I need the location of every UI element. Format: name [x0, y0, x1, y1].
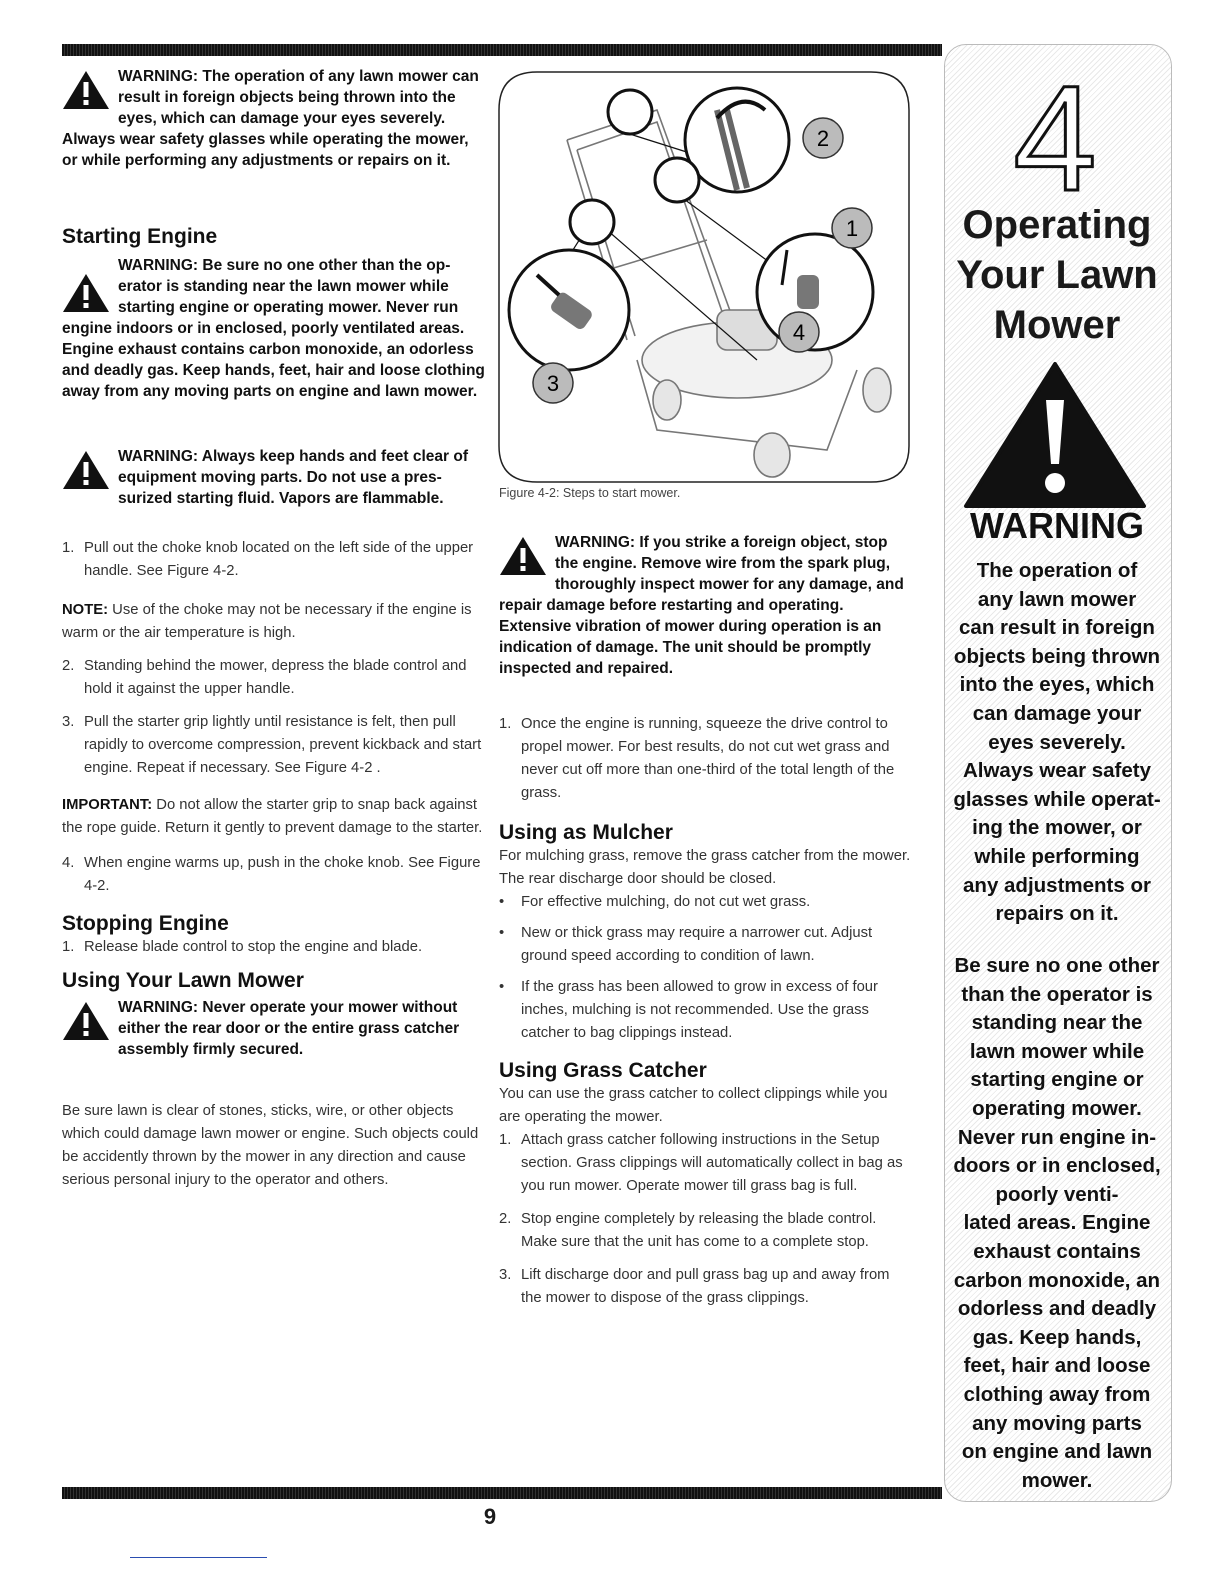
step-number: 1. [499, 1132, 512, 1148]
note-label: NOTE: [62, 602, 109, 618]
warning-rest: assembly firmly secured. [118, 1041, 304, 1058]
mulcher-intro: For mulching grass, remove the grass catcher from the mower. The rear discharge door should be closed. [499, 848, 911, 887]
important-text: Do not allow the starter grip to snap back against the rope guide. Return it gently to prevent damage to the starter. [62, 797, 483, 836]
sidebar-warning-line: glasses while operat- [953, 787, 1161, 811]
warning-rest: surized starting fluid. Vapors are flammable. [118, 490, 444, 507]
heading-using-as-mulcher: Using as Mulcher [499, 821, 673, 844]
warning-triangle-icon [62, 1001, 110, 1041]
step-number: 1. [62, 939, 75, 955]
sidebar-warning-line: clothing away from [963, 1382, 1151, 1406]
sidebar-warning-line: Never run engine in- [957, 1125, 1157, 1149]
sidebar-warning-line: exhaust contains [973, 1239, 1141, 1263]
chapter-title [944, 200, 1170, 350]
callout-4: 4 [792, 320, 806, 345]
bullet-icon: • [499, 925, 505, 941]
detail-circle-handle [608, 90, 652, 134]
warning-rest: into the eyes, which can damage your eyes severely. Always wear safety glasses while operating the mower, or while performing any adjustments or repairs on it. [62, 89, 469, 169]
sidebar-warning-line: any adjustments or [963, 873, 1151, 897]
sidebar-warning-line: operating mower. [972, 1096, 1142, 1120]
sidebar-warning-line: than the operator is [961, 982, 1153, 1006]
top-rule [62, 44, 942, 56]
mulcher-section [499, 845, 911, 1045]
bullet-icon: • [499, 894, 505, 910]
warning-triangle-icon [62, 273, 110, 313]
warning-triangle-icon [62, 450, 110, 490]
catcher-section [499, 1083, 911, 1310]
sidebar-warning-line: into the eyes, which [959, 673, 1155, 697]
step-item [62, 852, 486, 898]
callout-1: 1 [845, 216, 859, 241]
warning-rest: plug, thoroughly inspect mower for any damage, and repair damage before restarting and operating. Extensive vibration of mower during operation is an indication of damage. The unit should be promptly inspected and repaired. [499, 555, 904, 677]
callout-2: 2 [816, 126, 830, 151]
heading-using-grass-catcher: Using Grass Catcher [499, 1059, 707, 1082]
sidebar-warning-line: feet, hair and loose [963, 1354, 1151, 1378]
sidebar-warning-line: eyes severely. [988, 730, 1126, 754]
warning-block-starting [62, 255, 486, 402]
detail-circle-left [509, 250, 629, 370]
important-paragraph [62, 794, 486, 840]
sidebar-warning-line: doors or in enclosed, [953, 1154, 1161, 1178]
step-number: 2. [62, 658, 75, 674]
bullet-text: If the grass has been allowed to grow in excess of four inches, mulching is not recommended. Use the grass catcher to bag clippings instead. [521, 979, 878, 1041]
step-text: When engine warms up, push in the choke knob. See Figure 4-2. [84, 855, 481, 894]
sidebar-warning-line: carbon monoxide, an [953, 1268, 1161, 1292]
step-number: 3. [499, 1267, 512, 1283]
step-text: Release blade control to stop the engine and blade. [84, 939, 423, 955]
starting-steps [62, 537, 486, 898]
sidebar-warning-line: lawn mower while [969, 1039, 1145, 1063]
step-text: Lift discharge door and pull grass bag up and away from the mower to dispose of the grass clippings. [521, 1267, 890, 1306]
bullet-item [499, 976, 911, 1045]
sidebar-warning-line: repairs on it. [995, 902, 1119, 926]
bullet-text: New or thick grass may require a narrower cut. Adjust ground speed according to condition of lawn. [521, 925, 873, 964]
sidebar-warning-line: while performing [974, 844, 1140, 868]
step-text: Standing behind the mower, depress the blade control and hold it against the upper handle. [84, 658, 467, 697]
step-number: 3. [62, 714, 75, 730]
step-text: Once the engine is running, squeeze the drive control to propel mower. For best results, do not cut wet grass and never cut off more than one-third of the total length of the grass. [521, 716, 895, 801]
step-number: 4. [62, 855, 75, 871]
sidebar-warning-line: gas. Keep hands, [972, 1325, 1142, 1349]
step-number: 1. [499, 716, 512, 732]
heading-using-lawn-mower: Using Your Lawn Mower [62, 969, 304, 992]
sidebar-warning-line: odorless and deadly [957, 1297, 1157, 1321]
bullet-item [499, 922, 911, 968]
warning-rest: run engine indoors or in enclosed, poorly ventilated areas. Engine exhaust contains carbon monoxide, an odorless and deadly gas. Keep hands, feet, hair and loose clothing away from any moving parts on engine and lawn mower. [62, 299, 485, 400]
warning-block-moving-parts [62, 446, 486, 509]
heading-starting-engine: Starting Engine [62, 225, 218, 248]
chapter-title-line: Operating [962, 203, 1152, 247]
sidebar-warning-line: mower. [1021, 1468, 1093, 1492]
page-number: 9 [483, 1504, 497, 1529]
step-text: Attach grass catcher following instructions in the Setup section. Grass clippings will automatically collect in bag as you run mower. Operate mower till grass bag is full. [521, 1132, 903, 1194]
sidebar-warning-text-1 [950, 557, 1164, 929]
chapter-number-glyph: 4 [1013, 70, 1097, 210]
warning-lead: WARNING: The operation of any lawn mower can result in foreign objects being thrown [118, 68, 479, 106]
catcher-intro: You can use the grass catcher to collect clippings while you are operating the mower. [499, 1086, 888, 1125]
detail-circle-choke [655, 158, 699, 202]
stopping-steps [62, 936, 486, 959]
detail-circle-grip [570, 200, 614, 244]
step-item [62, 537, 486, 583]
sidebar-warning-line: any lawn mower [977, 587, 1137, 611]
exclamation-triangle-icon [962, 360, 1148, 510]
step-item [499, 1129, 911, 1198]
sidebar-warning-line: on engine and lawn [961, 1440, 1153, 1464]
warning-block-foreign-object-strike [499, 532, 911, 679]
step-text: Pull the starter grip lightly until resistance is felt, then pull rapidly to overcome compression, prevent kickback and start engine. Repeat if necessary. See Figure 4-2 . [84, 714, 482, 776]
warning-block-rear-door [62, 997, 486, 1060]
footer-underline [130, 1557, 267, 1558]
step-number: 1. [62, 540, 75, 556]
warning-lead: WARNING: Be sure no one other than the op- erator is standing near the lawn mower while starting engine or operating mower. Never [118, 257, 451, 316]
note-paragraph [62, 599, 486, 645]
sidebar-warning-line: poorly venti- [995, 1182, 1119, 1206]
sidebar-warning-line: lated areas. Engine [963, 1211, 1151, 1235]
note-text: Use of the choke may not be necessary if the engine is warm or the air temperature is high. [62, 602, 472, 641]
sidebar-warning-line: standing near the [971, 1011, 1143, 1035]
step-item [62, 711, 486, 780]
warning-lead: WARNING: Always keep hands and feet clear of equipment moving parts. Do not use a pres- [118, 448, 468, 486]
warning-triangle-icon [499, 536, 547, 576]
sidebar-warning-line: The operation of [976, 559, 1138, 582]
figure-caption: Figure 4-2: Steps to start mower. [499, 486, 681, 500]
warning-triangle-icon [62, 70, 110, 110]
bottom-rule [62, 1487, 942, 1499]
step-number: 2. [499, 1211, 512, 1227]
important-label: IMPORTANT: [62, 797, 153, 813]
detail-circle-top [685, 88, 789, 192]
bullet-text: For effective mulching, do not cut wet grass. [521, 894, 811, 910]
chapter-title-line: Mower [993, 303, 1121, 347]
sidebar-warning-text-2 [950, 952, 1164, 1495]
sidebar-warning-line: can result in foreign [959, 616, 1155, 640]
step-item [62, 655, 486, 701]
sidebar-warning-line: any moving parts [972, 1411, 1142, 1435]
step-item [499, 1208, 911, 1254]
chapter-number [1000, 70, 1110, 210]
step-text: Stop engine completely by releasing the blade control. Make sure that the unit has come to a complete stop. [521, 1211, 877, 1250]
lawn-clear-paragraph: Be sure lawn is clear of stones, sticks, wire, or other objects which could damage lawn mower or engine. Such objects could be accidently thrown by the mower in any direction and cause serious personal injury to the operator and others. [62, 1103, 479, 1188]
warning-lead: WARNING: Never operate your mower without either the rear door or the entire grass catcher [118, 999, 460, 1037]
bullet-item [499, 891, 911, 914]
sidebar-warning-line: ing the mower, or [972, 816, 1142, 840]
step-item [499, 1264, 911, 1310]
sidebar-warning-line: starting engine or [970, 1068, 1144, 1092]
bullet-icon: • [499, 979, 505, 995]
sidebar-warning-line: objects being thrown [953, 644, 1161, 668]
sidebar-warning-label: WARNING [970, 505, 1144, 546]
callout-3: 3 [546, 371, 560, 396]
step-item [62, 936, 486, 959]
running-steps [499, 713, 911, 805]
sidebar-warning-line: can damage your [972, 701, 1142, 725]
column-middle [499, 532, 911, 1320]
warning-block-foreign-objects [62, 66, 486, 171]
sidebar-warning-line: Always wear safety [962, 759, 1152, 783]
heading-stopping-engine: Stopping Engine [62, 912, 229, 935]
step-text: Pull out the choke knob located on the left side of the upper handle. See Figure 4-2. [84, 540, 474, 579]
warning-lead: WARNING: If you strike a foreign object, stop the engine. Remove wire from the spark [555, 534, 888, 572]
column-left [62, 66, 486, 1192]
figure-mower-start-steps [497, 70, 911, 484]
step-item [499, 713, 911, 805]
chapter-title-line: Your Lawn [956, 253, 1158, 297]
sidebar-warning-line: Be sure no one other [954, 954, 1160, 977]
